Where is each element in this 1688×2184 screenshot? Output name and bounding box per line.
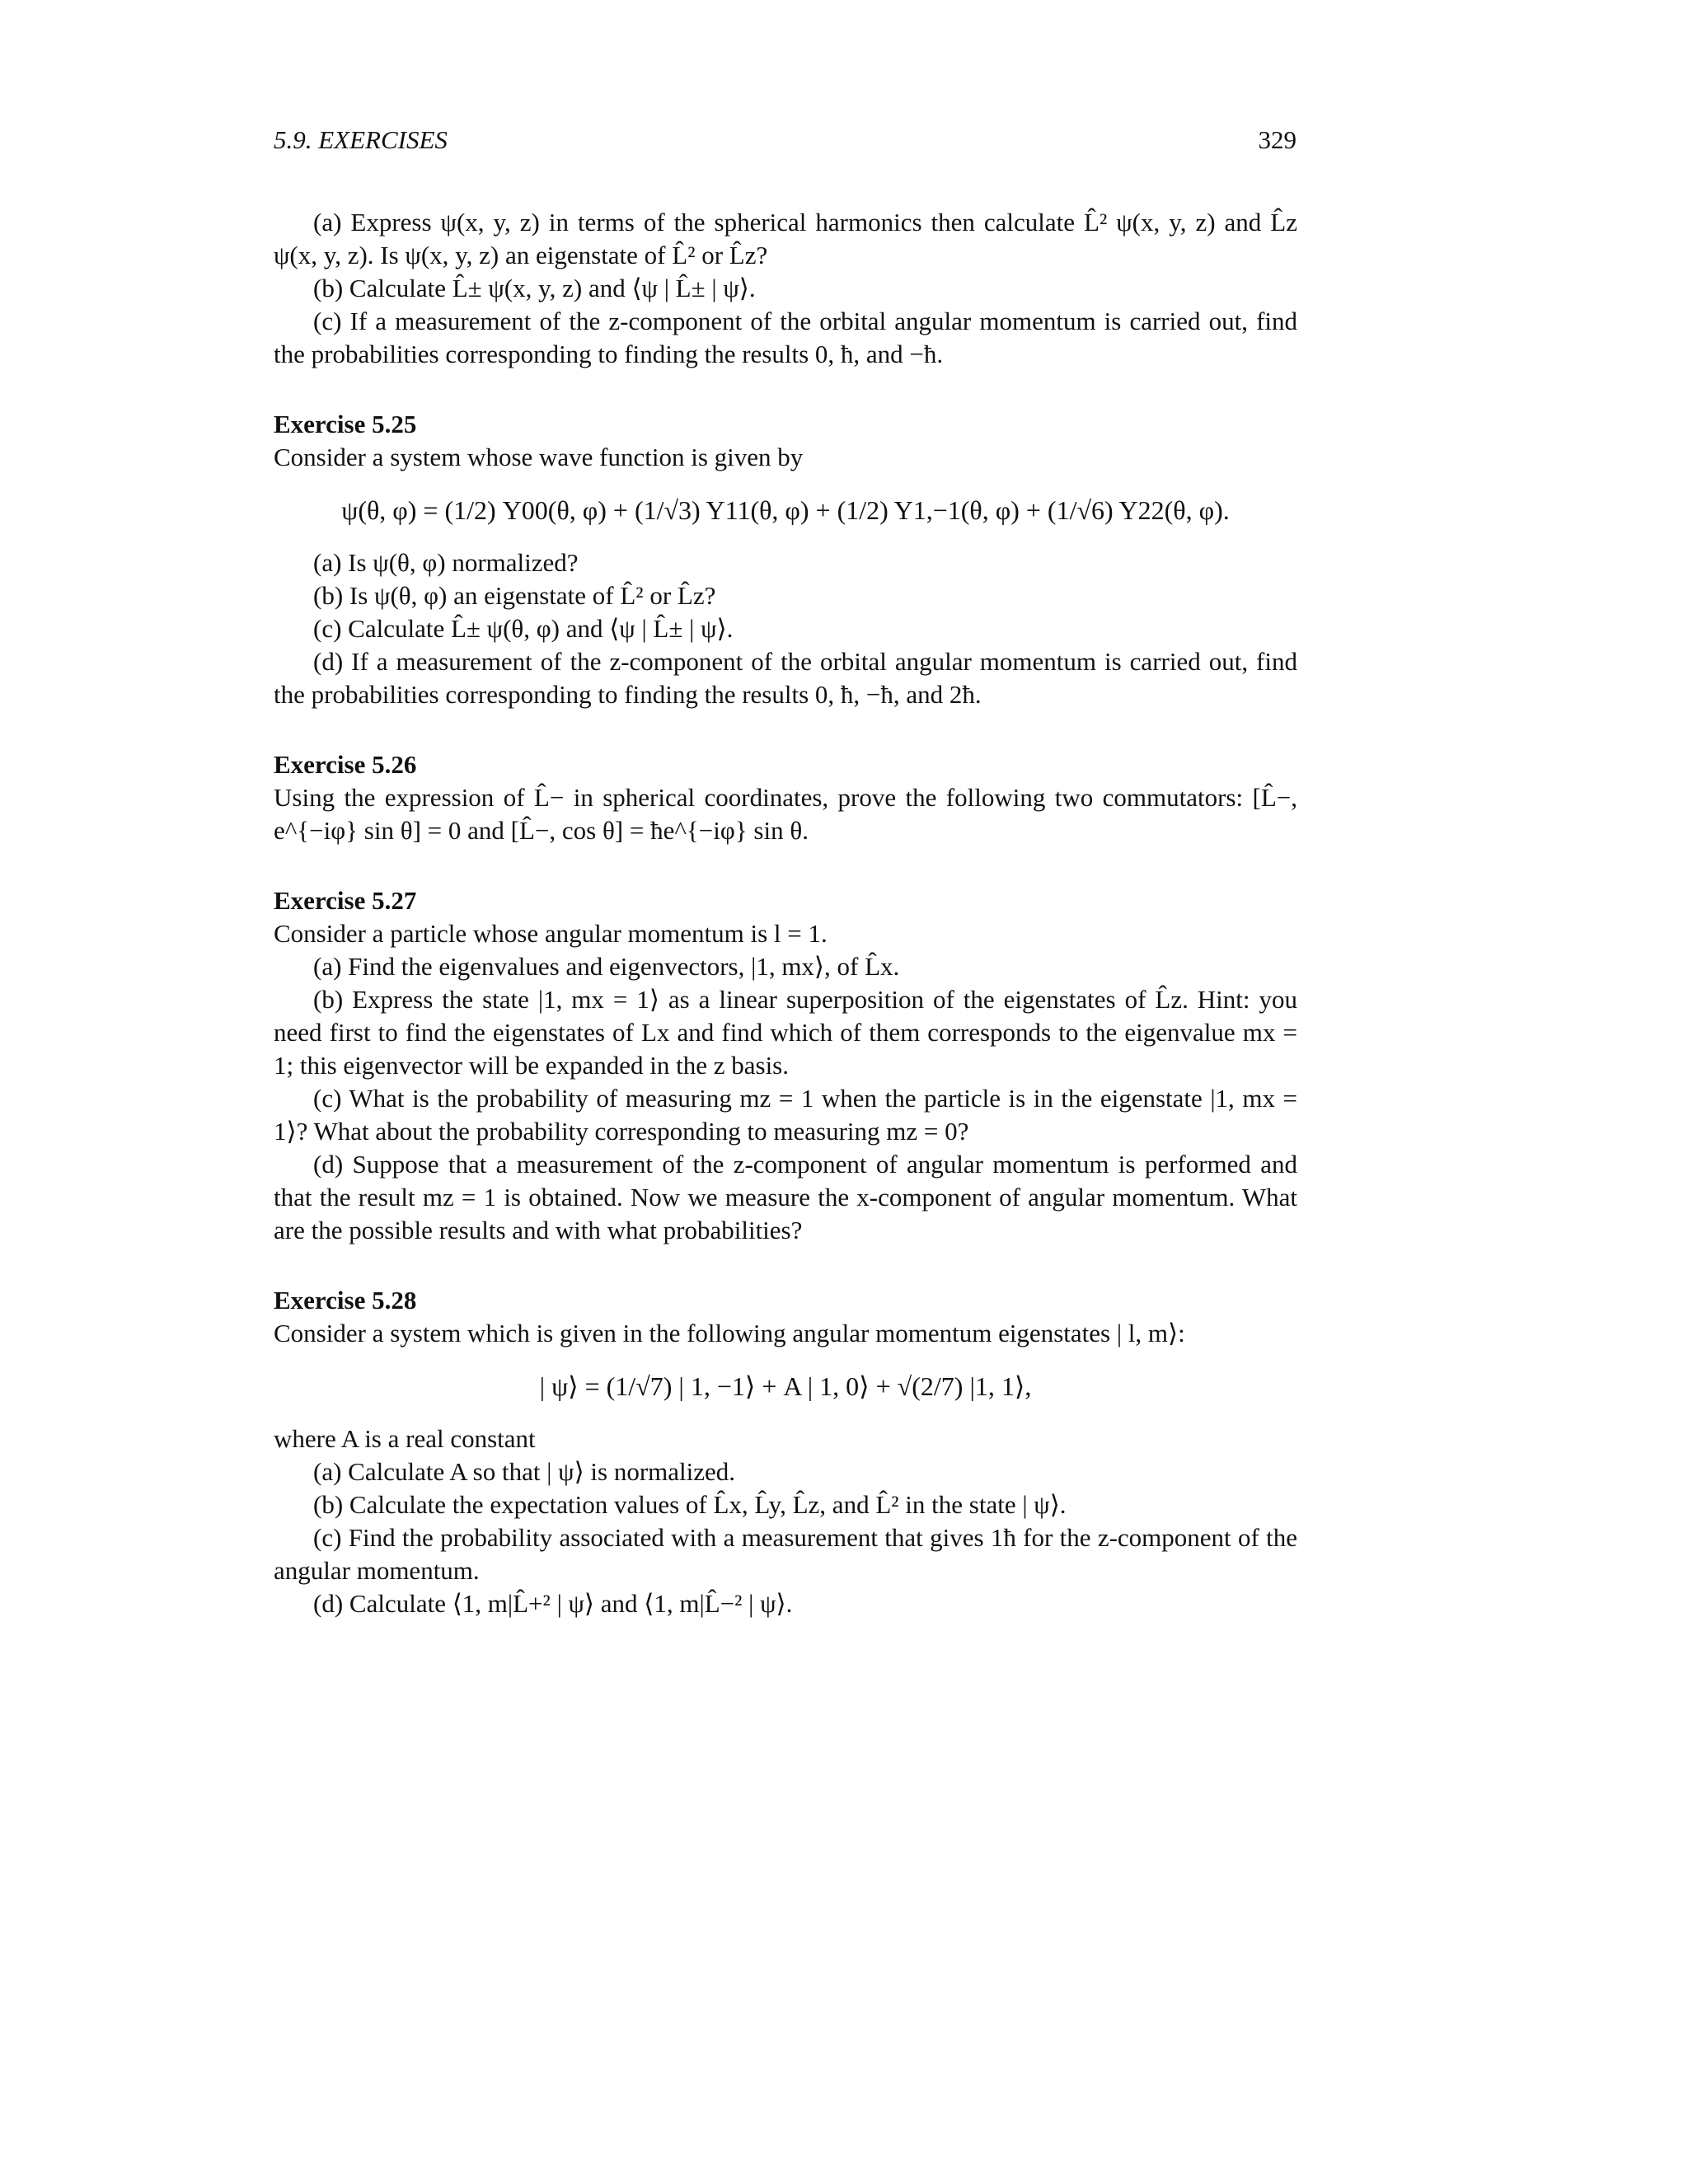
exercise-intro: Consider a system which is given in the following angular momentum eigenstates | l, m⟩:	[274, 1319, 1185, 1347]
exercise-title: Exercise 5.25	[274, 410, 417, 438]
running-header: 5.9. EXERCISES	[274, 125, 448, 154]
page-number: 329	[1258, 125, 1296, 154]
exercise-title: Exercise 5.28	[274, 1286, 417, 1315]
page-body	[274, 206, 1297, 1620]
display-equation: ψ(θ, φ) = (1/2) Y00(θ, φ) + (1/√3) Y11(θ, φ) + (1/2) Y1,−1(θ, φ) + (1/√6) Y22(θ, φ).	[341, 495, 1230, 525]
exercise-note: where A is a real constant	[274, 1424, 536, 1453]
exercise-part: (d) Suppose that a measurement of the z-component of angular momentum is performed and that the result mz = 1 is obtained. Now we measure the x-component of angular momentum. What are the possible results and with what probabilities?	[274, 1150, 1297, 1244]
exercise-part: (c) Calculate L̂± ψ(θ, φ) and ⟨ψ | L̂± | ψ⟩.	[313, 614, 734, 643]
display-equation: | ψ⟩ = (1/√7) | 1, −1⟩ + A | 1, 0⟩ + √(2/7) |1, 1⟩,	[539, 1371, 1032, 1401]
exercise-part: (d) Calculate ⟨1, m|L̂+² | ψ⟩ and ⟨1, m|L̂−² | ψ⟩.	[313, 1589, 793, 1618]
prev-exercise-part-a: (a) Express ψ(x, y, z) in terms of the spherical harmonics then calculate L̂² ψ(x, y, z) and L̂z ψ(x, y, z). Is ψ(x, y, z) an eigenstate of L̂² or L̂z?	[274, 208, 1297, 269]
exercise-part: (b) Is ψ(θ, φ) an eigenstate of L̂² or L̂z?	[313, 581, 716, 610]
exercise-part: (b) Calculate the expectation values of L̂x, L̂y, L̂z, and L̂² in the state | ψ⟩.	[313, 1490, 1067, 1519]
exercise-part: (c) Find the probability associated with a measurement that gives 1ħ for the z-component of the angular momentum.	[274, 1523, 1297, 1585]
exercise-title: Exercise 5.26	[274, 750, 417, 779]
exercise-part: (a) Calculate A so that | ψ⟩ is normalized.	[313, 1457, 736, 1486]
exercise-intro: Consider a particle whose angular momentum is l = 1.	[274, 919, 828, 948]
exercise-part: (a) Is ψ(θ, φ) normalized?	[313, 548, 579, 577]
exercise-part: (d) If a measurement of the z-component of the orbital angular momentum is carried out, find the probabilities corresponding to finding the results 0, ħ, −ħ, and 2ħ.	[274, 647, 1297, 709]
exercise-part: (b) Express the state |1, mx = 1⟩ as a linear superposition of the eigenstates of L̂z. Hint: you need first to find the eigenstates of Lx and find which of them corresponds to the eigenvalue mx = 1; this eigenvector will be expanded in the z basis.	[274, 985, 1297, 1080]
exercise-intro: Consider a system whose wave function is given by	[274, 443, 804, 471]
exercise-part: (c) What is the probability of measuring mz = 1 when the particle is in the eigenstate |1, mx = 1⟩? What about the probability corresponding to measuring mz = 0?	[274, 1084, 1297, 1146]
prev-exercise-part-c: (c) If a measurement of the z-component of the orbital angular momentum is carried out, find the probabilities corresponding to finding the results 0, ħ, and −ħ.	[274, 307, 1297, 368]
exercise-title: Exercise 5.27	[274, 886, 417, 915]
exercise-body: Using the expression of L̂− in spherical coordinates, prove the following two commutators: [L̂−, e^{−iφ} sin θ] = 0 and [L̂−, cos θ] = ħe^{−iφ} sin θ.	[274, 783, 1297, 845]
prev-exercise-part-b: (b) Calculate L̂± ψ(x, y, z) and ⟨ψ | L̂± | ψ⟩.	[313, 274, 756, 302]
exercise-part: (a) Find the eigenvalues and eigenvectors, |1, mx⟩, of L̂x.	[313, 952, 900, 981]
